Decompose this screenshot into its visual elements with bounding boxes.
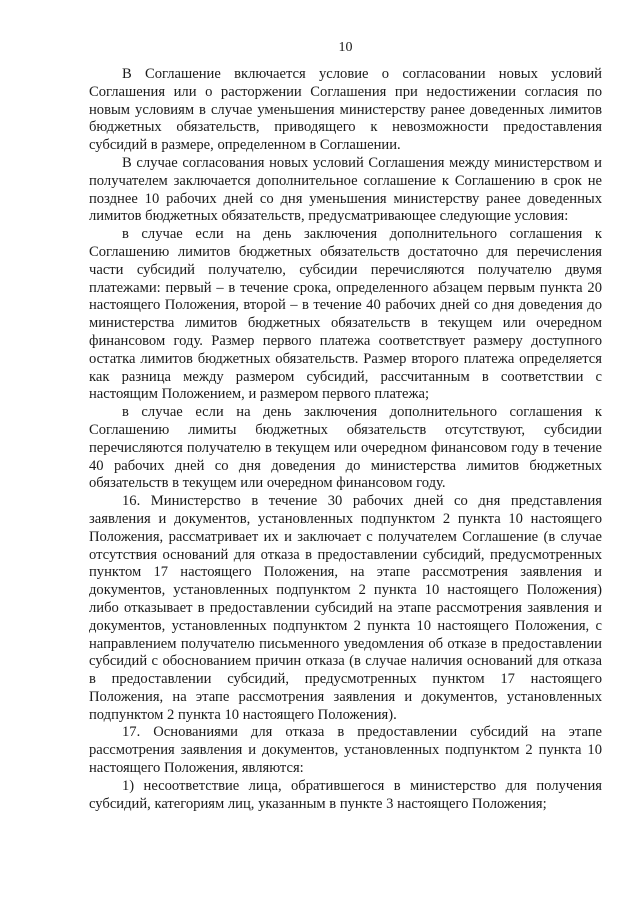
paragraph-agreement-condition: В Соглашение включается условие о согласовании новых условий Соглашения или о расторжении Соглашения при недостижении согласия по новым условиям в случае уменьшения министерству ранее доведенных лимитов бюджетных обязательств, приводящего к невозможности предоставления субсидий в размере, определенном в Соглашении. (89, 66, 602, 154)
paragraph-item-17: 17. Основаниями для отказа в предоставлении субсидий на этапе рассмотрения заявления и документов, установленных подпунктом 2 пункта 10 настоящего Положения, являются: (89, 724, 602, 777)
paragraph-no-limits: в случае если на день заключения дополнительного соглашения к Соглашению лимиты бюджетных обязательств отсутствуют, субсидии перечисляются получателю в текущем или очередном финансовом году в течение 40 рабочих дней со дня доведения до министерства лимитов бюджетных обязательств в текущем или очередном финансовом году. (89, 404, 602, 492)
paragraph-two-payments: в случае если на день заключения дополнительного соглашения к Соглашению лимитов бюджетных обязательств достаточно для перечисления части субсидий получателю, субсидии перечисляются получателю двумя платежами: первый – в течение срока, определенного абзацем первым пункта 20 настоящего Положения, второй – в течение 40 рабочих дней со дня доведения до министерства лимитов бюджетных обязательств в текущем или очередном финансовом году. Размер первого платежа соответствует размеру доступного остатка лимитов бюджетных обязательств. Размер второго платежа определяется как разница между размером субсидий, рассчитанным в соответствии с настоящим Положением, и размером первого платежа; (89, 226, 602, 403)
page-number: 10 (338, 40, 353, 55)
paragraph-additional-agreement: В случае согласования новых условий Соглашения между министерством и получателем заключается дополнительное соглашение к Соглашению в срок не позднее 10 рабочих дней со дня уменьшения министерству ранее доведенных лимитов бюджетных обязательств, предусматривающее следующие условия: (89, 154, 602, 225)
paragraph-item-16: 16. Министерство в течение 30 рабочих дней со дня представления заявления и документов, установленных подпунктом 2 пункта 10 настоящего Положения, рассматривает их и заключает с получателем Соглашение (в случае отсутствия оснований для отказа в предоставлении субсидий, предусмотренных пунктом 17 настоящего Положения, на этапе рассмотрения заявления и документов, установленных подпунктом 2 пункта 10 настоящего Положения) либо отказывает в предоставлении субсидий на этапе рассмотрения заявления и документов, установленных подпунктом 2 пункта 10 настоящего Положения, с направлением получателю письменного уведомления об отказе в предоставлении субсидий с обоснованием причин отказа (в случае наличия оснований для отказа в предоставлении субсидий, предусмотренных пунктом 17 настоящего Положения, на этапе рассмотрения заявления и документов, установленных подпунктом 2 пункта 10 настоящего Положения). (89, 493, 602, 723)
paragraph-item-17-1: 1) несоответствие лица, обратившегося в министерство для получения субсидий, категориям лиц, указанным в пункте 3 настоящего Положения; (89, 777, 602, 812)
